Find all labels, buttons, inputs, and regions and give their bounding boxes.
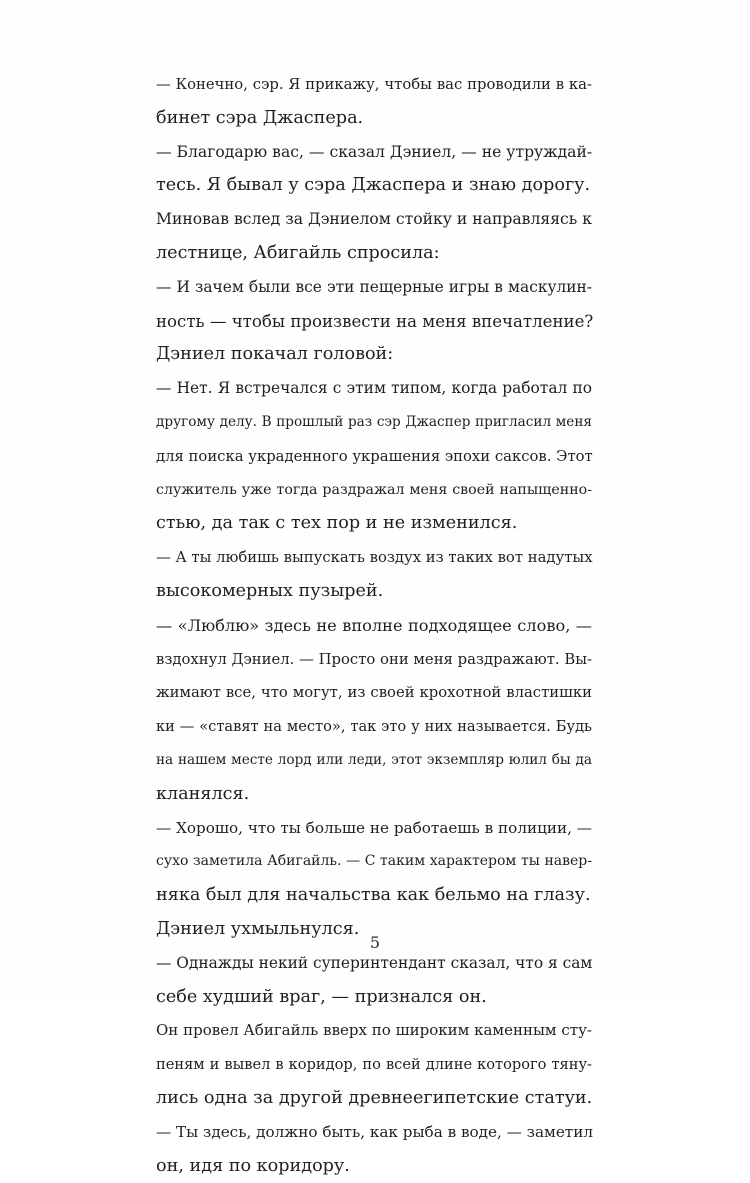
text-line: ки — «ставят на место», так это у них называется. Будь bbox=[156, 710, 592, 744]
text-line: Дэниел покачал головой: bbox=[156, 338, 592, 372]
page-number: 5 bbox=[0, 933, 750, 952]
text-line: служитель уже тогда раздражал меня своей напыщенно- bbox=[156, 474, 592, 508]
text-line: — А ты любишь выпускать воздух из таких вот надутых bbox=[156, 541, 592, 575]
text-line: лись одна за другой древнеегипетские статуи. bbox=[156, 1082, 592, 1116]
text-line: — Однажды некий суперинтендант сказал, что я сам bbox=[156, 947, 592, 981]
text-line: — Нет. Я встречался с этим типом, когда работал по bbox=[156, 372, 592, 406]
text-line: пеням и вывел в коридор, по всей длине которого тяну- bbox=[156, 1048, 592, 1082]
body-text bbox=[156, 68, 592, 1183]
text-line: Миновав вслед за Дэниелом стойку и направляясь к bbox=[156, 203, 592, 237]
text-line: Дэниел ухмыльнулся. bbox=[156, 913, 592, 947]
text-line: на нашем месте лорд или леди, этот экземпляр юлил бы да bbox=[156, 744, 592, 778]
text-line: — Благодарю вас, — сказал Дэниел, — не утруждай- bbox=[156, 136, 592, 170]
text-line: стью, да так с тех пор и не изменился. bbox=[156, 507, 592, 541]
text-line: — «Люблю» здесь не вполне подходящее слово, — bbox=[156, 609, 592, 643]
text-line: — Конечно, сэр. Я прикажу, чтобы вас проводили в ка- bbox=[156, 68, 592, 102]
text-line: Он провел Абигайль вверх по широким каменным сту- bbox=[156, 1014, 592, 1048]
text-line: сухо заметила Абигайль. — С таким характером ты навер- bbox=[156, 845, 592, 879]
text-line: тесь. Я бывал у сэра Джаспера и знаю дорогу. bbox=[156, 169, 592, 203]
text-line: — И зачем были все эти пещерные игры в маскулин- bbox=[156, 271, 592, 305]
text-line: няка был для начальства как бельмо на глазу. bbox=[156, 879, 592, 913]
text-line: жимают все, что могут, из своей крохотной властишки bbox=[156, 676, 592, 710]
text-line: высокомерных пузырей. bbox=[156, 575, 592, 609]
text-line: он, идя по коридору. bbox=[156, 1150, 592, 1183]
text-line: себе худший враг, — признался он. bbox=[156, 981, 592, 1015]
text-line: кланялся. bbox=[156, 778, 592, 812]
text-line: бинет сэра Джаспера. bbox=[156, 102, 592, 136]
text-line: — Хорошо, что ты больше не работаешь в полиции, — bbox=[156, 812, 592, 846]
text-line: лестнице, Абигайль спросила: bbox=[156, 237, 592, 271]
text-line: — Ты здесь, должно быть, как рыба в воде, — заметил bbox=[156, 1116, 592, 1150]
text-line: вздохнул Дэниел. — Просто они меня раздражают. Вы- bbox=[156, 643, 592, 677]
text-line: ность — чтобы произвести на меня впечатление? bbox=[156, 305, 592, 339]
text-line: для поиска украденного украшения эпохи саксов. Этот bbox=[156, 440, 592, 474]
text-line: другому делу. В прошлый раз сэр Джаспер пригласил меня bbox=[156, 406, 592, 440]
